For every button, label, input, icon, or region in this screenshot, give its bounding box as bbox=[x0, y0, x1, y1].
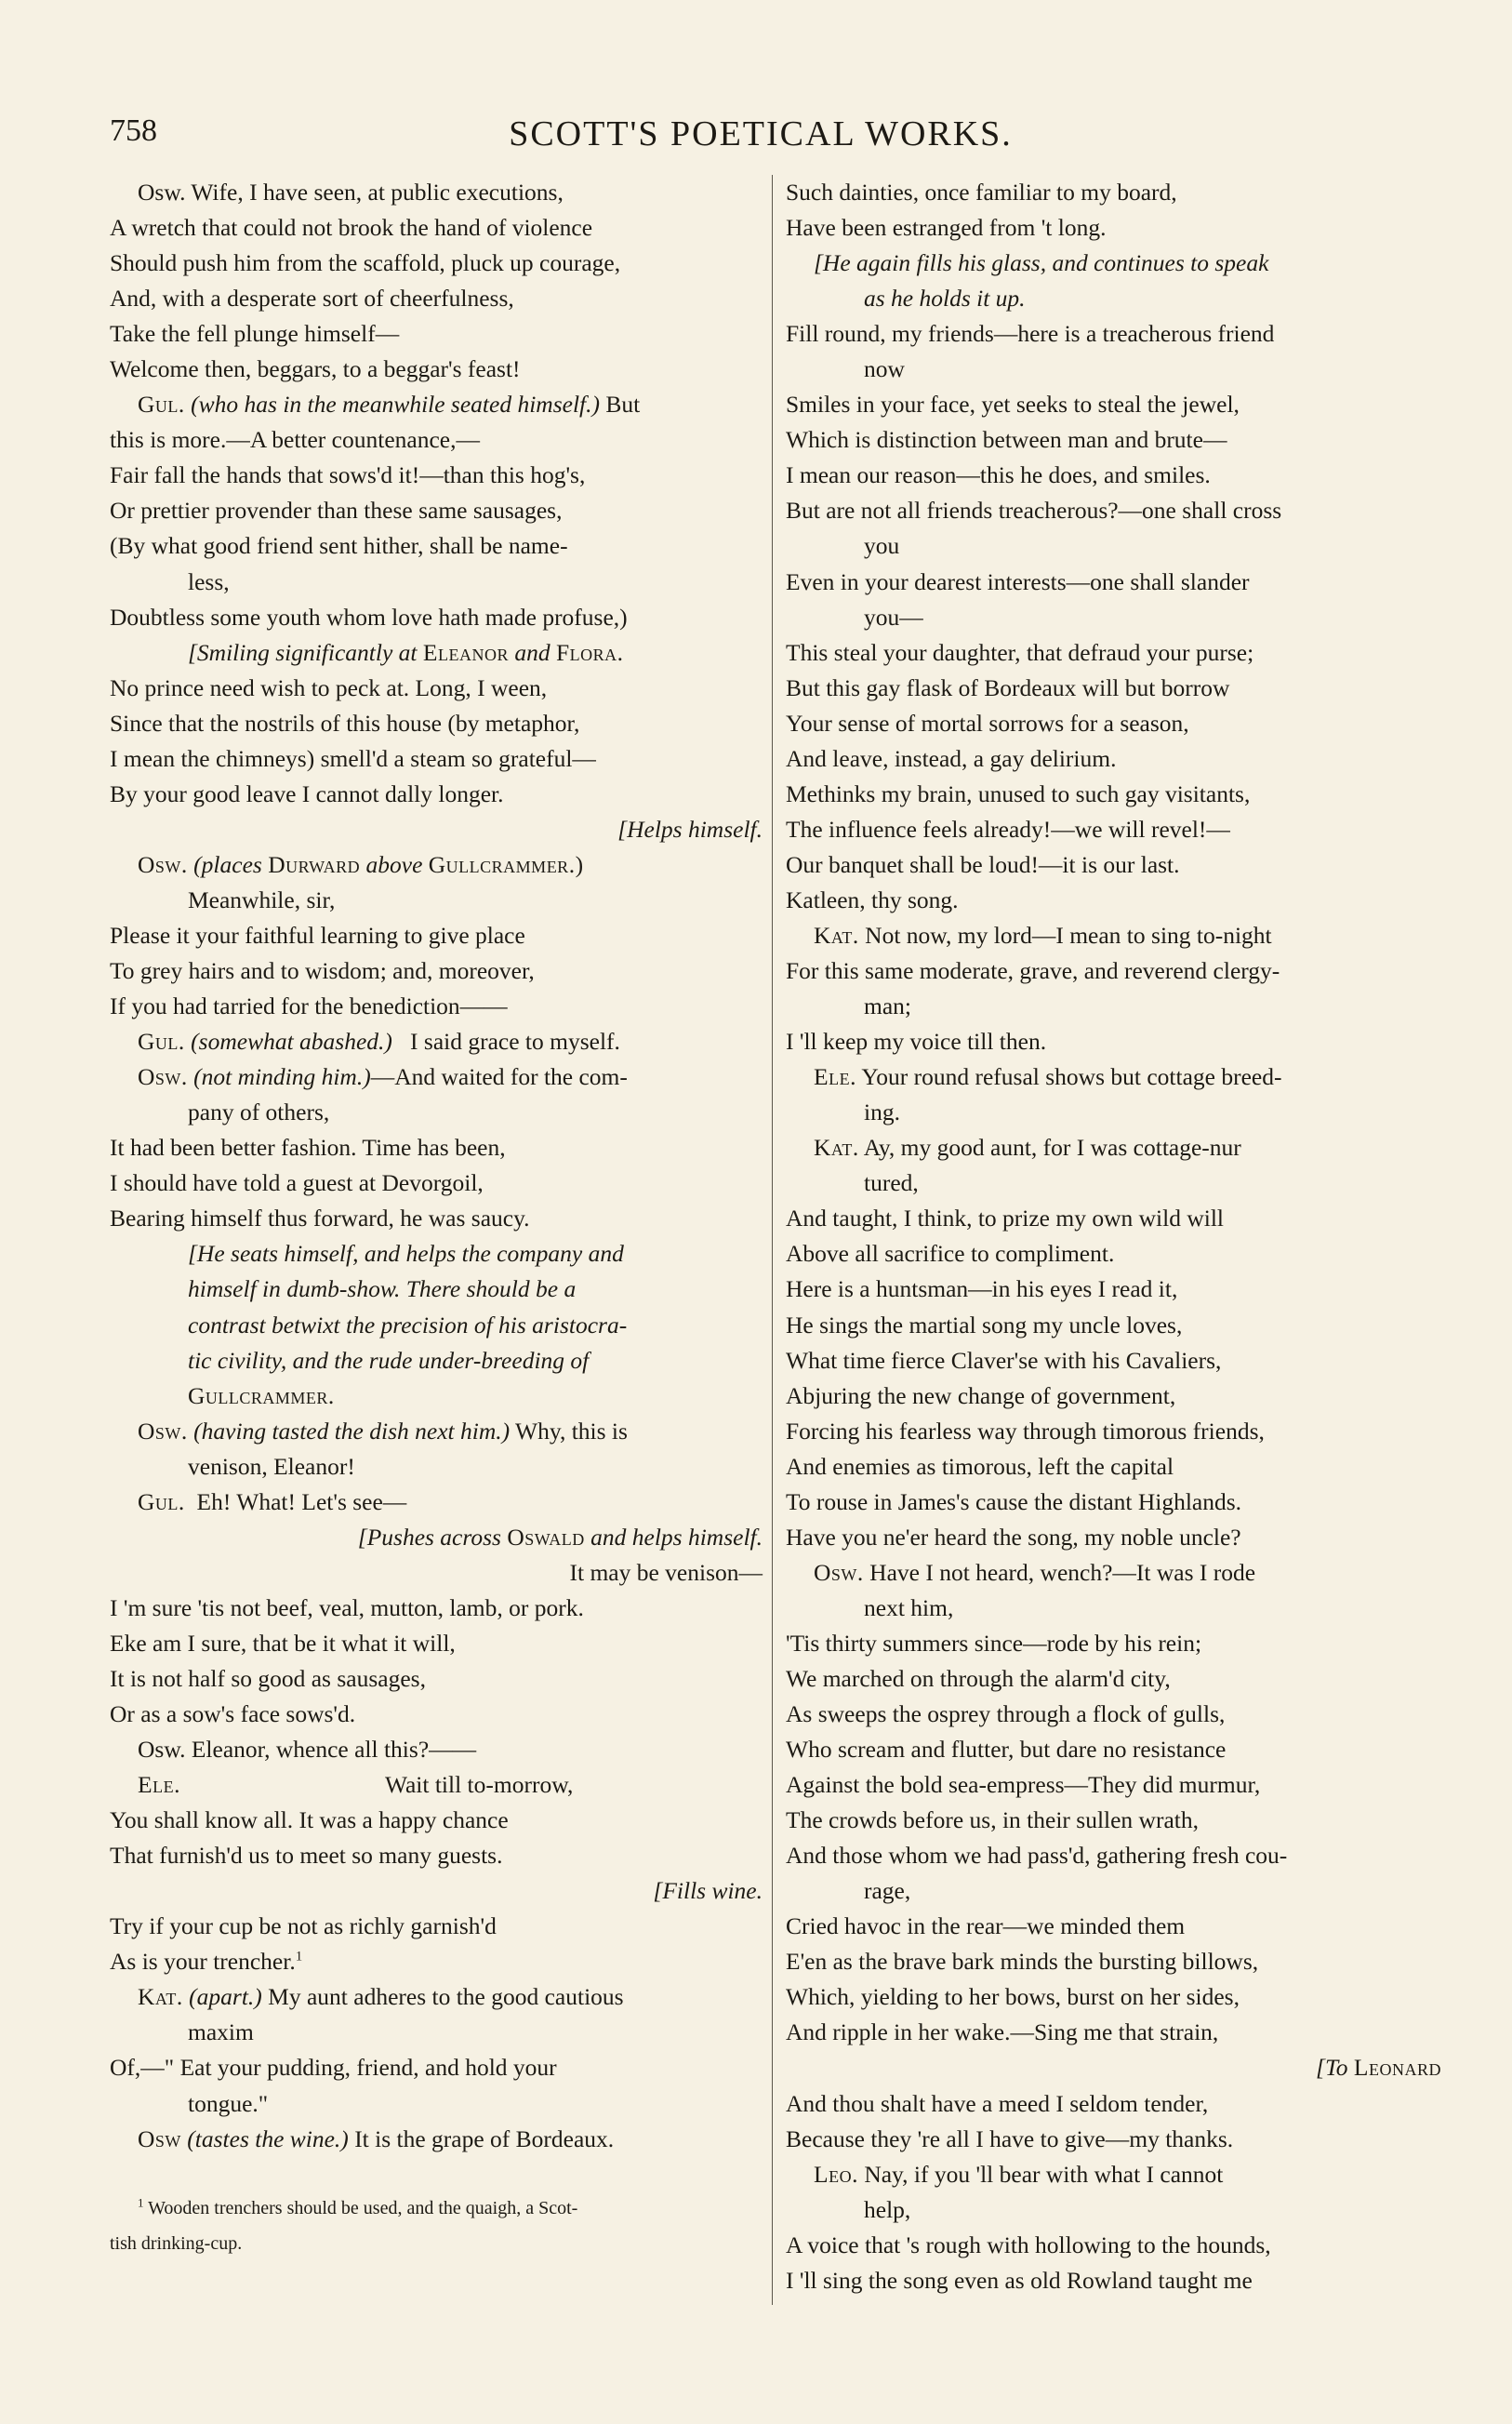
verse-line: Osw. Wife, I have seen, at public executions, bbox=[138, 179, 564, 206]
speaker-name: Kat. bbox=[138, 1983, 183, 2011]
verse-line: 'Tis thirty summers since—rode by his rein; bbox=[786, 1629, 1202, 1657]
speech-line: Osw. (not minding him.)—And waited for the com- bbox=[138, 1063, 628, 1091]
footnote-marker: 1 bbox=[295, 1949, 303, 1965]
verse-line: Try if your cup be not as richly garnish'd bbox=[110, 1912, 497, 1940]
verse-line: Such dainties, once familiar to my board, bbox=[786, 179, 1177, 206]
speaker-name: Kat. bbox=[814, 1134, 859, 1162]
verse-line: For this same moderate, grave, and reverend clergy- bbox=[786, 957, 1280, 985]
speech-line: Kat. (apart.) My aunt adheres to the good cautious bbox=[138, 1983, 624, 2011]
verse-line: venison, Eleanor! bbox=[188, 1452, 355, 1480]
stage-direction: Gullcrammer. bbox=[188, 1381, 335, 1409]
verse-line: now bbox=[864, 355, 905, 383]
verse-line: I 'll sing the song even as old Rowland taught me bbox=[786, 2266, 1253, 2294]
verse-line: help, bbox=[864, 2195, 911, 2223]
verse-line: Or as a sow's face sows'd. bbox=[110, 1700, 356, 1728]
verse-line: Have you ne'er heard the song, my noble uncle? bbox=[786, 1523, 1241, 1551]
verse-line: tured, bbox=[864, 1169, 919, 1197]
verse-line: maxim bbox=[188, 2018, 254, 2046]
stage-direction: [To Leonard bbox=[1316, 2054, 1441, 2082]
speaker-name: Gul. bbox=[138, 1028, 185, 1056]
verse-line: If you had tarried for the benediction—— bbox=[110, 992, 508, 1020]
speech-line: Kat. Not now, my lord—I mean to sing to-night bbox=[814, 921, 1272, 949]
verse-line: you bbox=[864, 532, 900, 560]
verse-line: And those whom we had pass'd, gathering fresh cou- bbox=[786, 1842, 1288, 1870]
stage-direction: (who has in the meanwhile seated himself.) bbox=[191, 391, 600, 419]
verse-line: Since that the nostrils of this house (by metaphor, bbox=[110, 709, 580, 737]
verse-line: But are not all friends treacherous?—one shall cross bbox=[786, 497, 1282, 525]
speech-line: Leo. Nay, if you 'll bear with what I cannot bbox=[814, 2160, 1224, 2188]
speech-line: Ele. Wait till to-morrow, bbox=[138, 1771, 574, 1799]
verse-line: And taught, I think, to prize my own wild will bbox=[786, 1205, 1224, 1232]
speech-line: Osw. Have I not heard, wench?—It was I rode bbox=[814, 1558, 1256, 1586]
verse-line: less, bbox=[188, 567, 230, 595]
verse-line: And thou shalt have a meed I seldom tender, bbox=[786, 2089, 1209, 2117]
verse-line: Meanwhile, sir, bbox=[188, 886, 336, 913]
verse-line: Which is distinction between man and brute— bbox=[786, 426, 1227, 454]
speech-line: Osw. (places Durward above Gullcrammer.) bbox=[138, 850, 584, 878]
speech-line: Gul. (who has in the meanwhile seated himself.) But bbox=[138, 391, 641, 419]
verse-line: And enemies as timorous, left the capital bbox=[786, 1452, 1174, 1480]
verse-line: man; bbox=[864, 992, 911, 1020]
verse-line: Eke am I sure, that be it what it will, bbox=[110, 1629, 456, 1657]
speech-line: Gul. (somewhat abashed.) I said grace to myself. bbox=[138, 1028, 620, 1056]
left-column bbox=[110, 175, 763, 2263]
stage-direction: [Smiling significantly at Eleanor and Flora. bbox=[188, 638, 624, 666]
verse-line: pany of others, bbox=[188, 1099, 330, 1126]
verse-line: next him, bbox=[864, 1593, 954, 1621]
verse-line: But this gay flask of Bordeaux will but borrow bbox=[786, 673, 1230, 701]
verse-line: This steal your daughter, that defraud your purse; bbox=[786, 638, 1254, 666]
verse-line: Bearing himself thus forward, he was saucy. bbox=[110, 1205, 530, 1232]
verse-line: ing. bbox=[864, 1099, 900, 1126]
speaker-name: Kat. bbox=[814, 921, 859, 949]
verse-line: By your good leave I cannot dally longer. bbox=[110, 779, 504, 807]
verse-line: Doubtless some youth whom love hath made profuse,) bbox=[110, 603, 628, 631]
verse-line: And, with a desperate sort of cheerfulness, bbox=[110, 285, 514, 313]
verse-line: Even in your dearest interests—one shall slander bbox=[786, 567, 1250, 595]
verse-line: Smiles in your face, yet seeks to steal the jewel, bbox=[786, 391, 1240, 419]
verse-line: I should have told a guest at Devorgoil, bbox=[110, 1169, 484, 1197]
verse-line: Methinks my brain, unused to such gay visitants, bbox=[786, 779, 1251, 807]
stage-direction: contrast betwixt the precision of his aristocra- bbox=[188, 1311, 628, 1339]
verse-line: Our banquet shall be loud!—it is our last. bbox=[786, 850, 1180, 878]
verse-line: Fair fall the hands that sows'd it!—than this hog's, bbox=[110, 461, 586, 489]
verse-line: We marched on through the alarm'd city, bbox=[786, 1664, 1171, 1692]
verse-line: tongue." bbox=[188, 2089, 269, 2117]
speaker-name: Osw bbox=[138, 2124, 181, 2152]
stage-direction: [He seats himself, and helps the company and bbox=[188, 1240, 624, 1268]
verse-line: And ripple in her wake.—Sing me that strain, bbox=[786, 2018, 1219, 2046]
right-column bbox=[786, 175, 1441, 2298]
verse-line: Welcome then, beggars, to a beggar's feast! bbox=[110, 355, 521, 383]
verse-line: you— bbox=[864, 603, 923, 631]
stage-direction: [Fills wine. bbox=[653, 1877, 763, 1905]
stage-direction: [He again fills his glass, and continues to speak bbox=[814, 249, 1269, 277]
verse-line: Which, yielding to her bows, burst on her sides, bbox=[786, 1983, 1240, 2011]
verse-line: What time fierce Claver'se with his Cavaliers, bbox=[786, 1346, 1222, 1374]
verse-line: No prince need wish to peck at. Long, I ween, bbox=[110, 673, 548, 701]
stage-direction: as he holds it up. bbox=[864, 285, 1026, 313]
verse-line: The crowds before us, in their sullen wrath, bbox=[786, 1806, 1199, 1834]
verse-line: You shall know all. It was a happy chance bbox=[110, 1806, 509, 1834]
verse-line: rage, bbox=[864, 1877, 911, 1905]
speaker-name: Osw. bbox=[138, 850, 188, 878]
verse-line: It had been better fashion. Time has been, bbox=[110, 1134, 506, 1162]
verse-line: Should push him from the scaffold, pluck up courage, bbox=[110, 249, 621, 277]
stage-direction: [Pushes across Oswald and helps himself. bbox=[357, 1523, 763, 1551]
verse-line: Katleen, thy song. bbox=[786, 886, 959, 913]
verse-line: Please it your faithful learning to give place bbox=[110, 921, 525, 949]
speaker-name: Osw. bbox=[814, 1558, 864, 1586]
page-header bbox=[110, 113, 1412, 169]
column-divider bbox=[772, 175, 773, 2305]
speech-line: Ele. Your round refusal shows but cottage breed- bbox=[814, 1063, 1282, 1091]
verse-line: Or prettier provender than these same sausages, bbox=[110, 497, 563, 525]
verse-line: It may be venison— bbox=[569, 1558, 763, 1586]
verse-line: Because they 're all I have to give—my thanks. bbox=[786, 2124, 1234, 2152]
verse-line: A wretch that could not brook the hand of violence bbox=[110, 214, 593, 242]
verse-line: That furnish'd us to meet so many guests. bbox=[110, 1842, 503, 1870]
verse-line: Cried havoc in the rear—we minded them bbox=[786, 1912, 1186, 1940]
footnote: tish drinking-cup. bbox=[110, 2232, 243, 2254]
stage-direction: himself in dumb-show. There should be a bbox=[188, 1275, 577, 1303]
verse-line: Have been estranged from 't long. bbox=[786, 214, 1107, 242]
speaker-name: Ele. bbox=[814, 1063, 856, 1091]
verse-line: I 'll keep my voice till then. bbox=[786, 1028, 1047, 1056]
verse-line: Take the fell plunge himself— bbox=[110, 320, 400, 348]
speech-line: Osw (tastes the wine.) It is the grape of Bordeaux. bbox=[138, 2124, 615, 2152]
speech-line: Gul. Eh! What! Let's see— bbox=[138, 1487, 407, 1515]
verse-line: Fill round, my friends—here is a treacherous friend bbox=[786, 320, 1275, 348]
verse-line: E'en as the brave bark minds the bursting billows, bbox=[786, 1948, 1259, 1976]
page-number: 758 bbox=[110, 113, 157, 148]
verse-line: Who scream and flutter, but dare no resistance bbox=[786, 1736, 1227, 1764]
verse-line: Above all sacrifice to compliment. bbox=[786, 1240, 1115, 1268]
verse-line: He sings the martial song my uncle loves, bbox=[786, 1311, 1183, 1339]
verse-line: Forcing his fearless way through timorous friends, bbox=[786, 1417, 1265, 1445]
speech-line: Kat. Ay, my good aunt, for I was cottage-nur bbox=[814, 1134, 1241, 1162]
footnote: $^1$ Wooden trenchers should be used, and the quaigh, a Scot- bbox=[138, 2195, 578, 2218]
speech-line: Osw. (having tasted the dish next him.) Why, this is bbox=[138, 1417, 628, 1445]
speaker-name: Osw. bbox=[138, 1417, 188, 1445]
stage-direction: tic civility, and the rude under-breeding of bbox=[188, 1346, 590, 1374]
verse-line: (By what good friend sent hither, shall be name- bbox=[110, 532, 568, 560]
verse-line: It is not half so good as sausages, bbox=[110, 1664, 426, 1692]
verse-line: And leave, instead, a gay delirium. bbox=[786, 744, 1117, 772]
verse-line: To grey hairs and to wisdom; and, moreover, bbox=[110, 957, 535, 985]
speaker-name: Leo. bbox=[814, 2160, 858, 2188]
verse-line: I 'm sure 'tis not beef, veal, mutton, lamb, or pork. bbox=[110, 1593, 584, 1621]
stage-direction: [Helps himself. bbox=[617, 815, 763, 843]
speaker-name: Ele. bbox=[138, 1771, 180, 1799]
verse-line: Against the bold sea-empress—They did murmur, bbox=[786, 1771, 1261, 1799]
verse-line: I mean our reason—this he does, and smiles. bbox=[786, 461, 1211, 489]
verse-line: Abjuring the new change of government, bbox=[786, 1381, 1176, 1409]
verse-line: Your sense of mortal sorrows for a season, bbox=[786, 709, 1189, 737]
verse-line: The influence feels already!—we will revel!— bbox=[786, 815, 1230, 843]
verse-line: As sweeps the osprey through a flock of gulls, bbox=[786, 1700, 1226, 1728]
verse-line: To rouse in James's cause the distant Highlands. bbox=[786, 1487, 1242, 1515]
verse-line: this is more.—A better countenance,— bbox=[110, 426, 480, 454]
verse-line: Of,—" Eat your pudding, friend, and hold your bbox=[110, 2054, 557, 2082]
speaker-name: Osw. bbox=[138, 1063, 188, 1091]
speaker-name: Gul. bbox=[138, 1487, 185, 1515]
running-title: SCOTT'S POETICAL WORKS. bbox=[509, 114, 1013, 153]
speaker-name: Gul. bbox=[138, 391, 185, 419]
verse-line: As is your trencher.$^1$ bbox=[110, 1948, 303, 1976]
verse-line: I mean the chimneys) smell'd a steam so grateful— bbox=[110, 744, 596, 772]
verse-line: A voice that 's rough with hollowing to the hounds, bbox=[786, 2231, 1271, 2258]
verse-line: Here is a huntsman—in his eyes I read it, bbox=[786, 1275, 1178, 1303]
verse-line: Osw. Eleanor, whence all this?—— bbox=[138, 1736, 477, 1764]
